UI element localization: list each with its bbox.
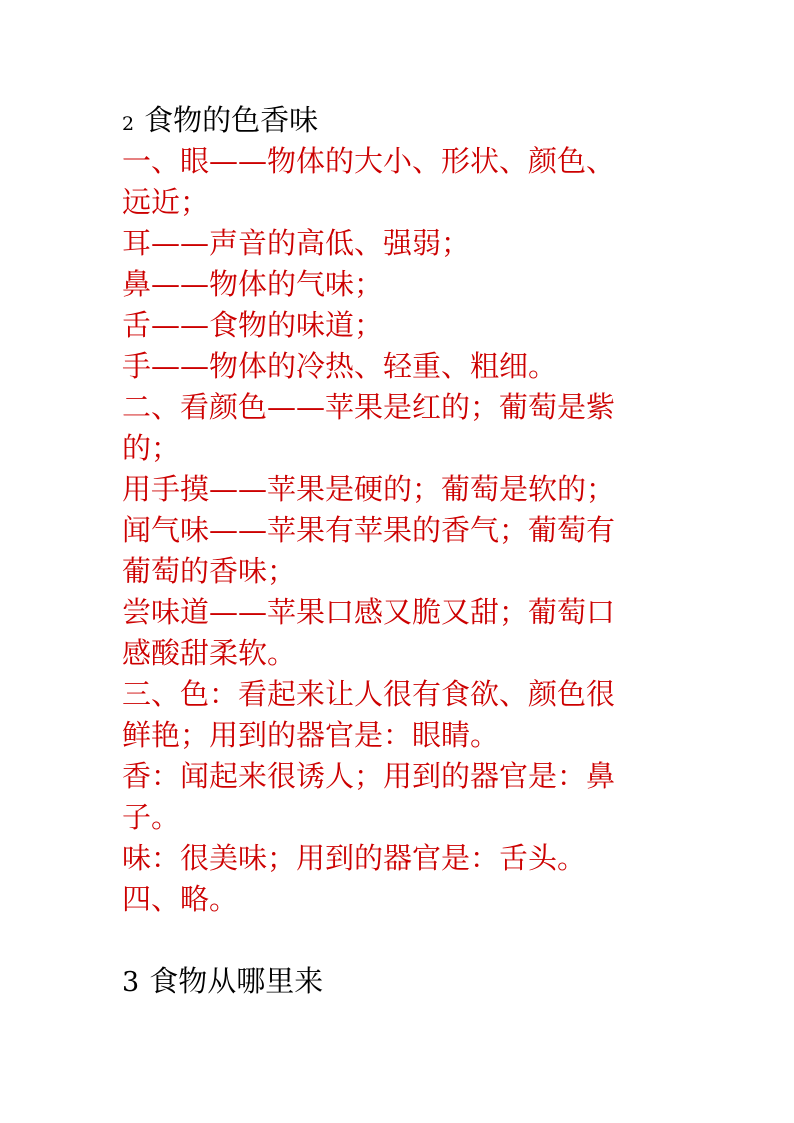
document-content bbox=[122, 100, 682, 1002]
text-line: 用手摸——苹果是硬的；葡萄是软的； bbox=[122, 472, 616, 506]
text-line: 鼻——物体的气味； bbox=[122, 267, 384, 301]
text-line: 子。 bbox=[122, 800, 181, 834]
text-line: 三、色：看起来让人很有食欲、颜色很 bbox=[122, 677, 616, 711]
text-line: 闻气味——苹果有苹果的香气；葡萄有 bbox=[122, 513, 616, 547]
section-title: 食物从哪里来 bbox=[149, 964, 324, 998]
text-line: 远近； bbox=[122, 185, 210, 219]
text-line: 四、略。 bbox=[122, 882, 239, 916]
text-line: 舌——食物的味道； bbox=[122, 308, 384, 342]
blank-line bbox=[122, 920, 682, 961]
section-number: 3 bbox=[122, 967, 140, 998]
text-line: 感酸甜柔软。 bbox=[122, 636, 297, 670]
text-line: 香：闻起来很诱人；用到的器官是：鼻 bbox=[122, 759, 616, 793]
text-line: 鲜艳；用到的器官是：眼睛。 bbox=[122, 718, 500, 752]
section-heading bbox=[122, 100, 682, 141]
text-line: 尝味道——苹果口感又脆又甜；葡萄口 bbox=[122, 595, 616, 629]
text-line: 二、看颜色——苹果是红的；葡萄是紫 bbox=[122, 390, 616, 424]
text-line: 味：很美味；用到的器官是：舌头。 bbox=[122, 841, 587, 875]
section-heading bbox=[122, 961, 682, 1002]
text-line: 耳——声音的高低、强弱； bbox=[122, 226, 471, 260]
section-title: 食物的色香味 bbox=[144, 103, 319, 137]
section-number: 2 bbox=[122, 113, 135, 135]
text-line: 一、眼——物体的大小、形状、颜色、 bbox=[122, 144, 616, 178]
text-line: 葡萄的香味； bbox=[122, 554, 297, 588]
text-line: 的； bbox=[122, 431, 181, 465]
text-line: 手——物体的冷热、轻重、粗细。 bbox=[122, 349, 558, 383]
